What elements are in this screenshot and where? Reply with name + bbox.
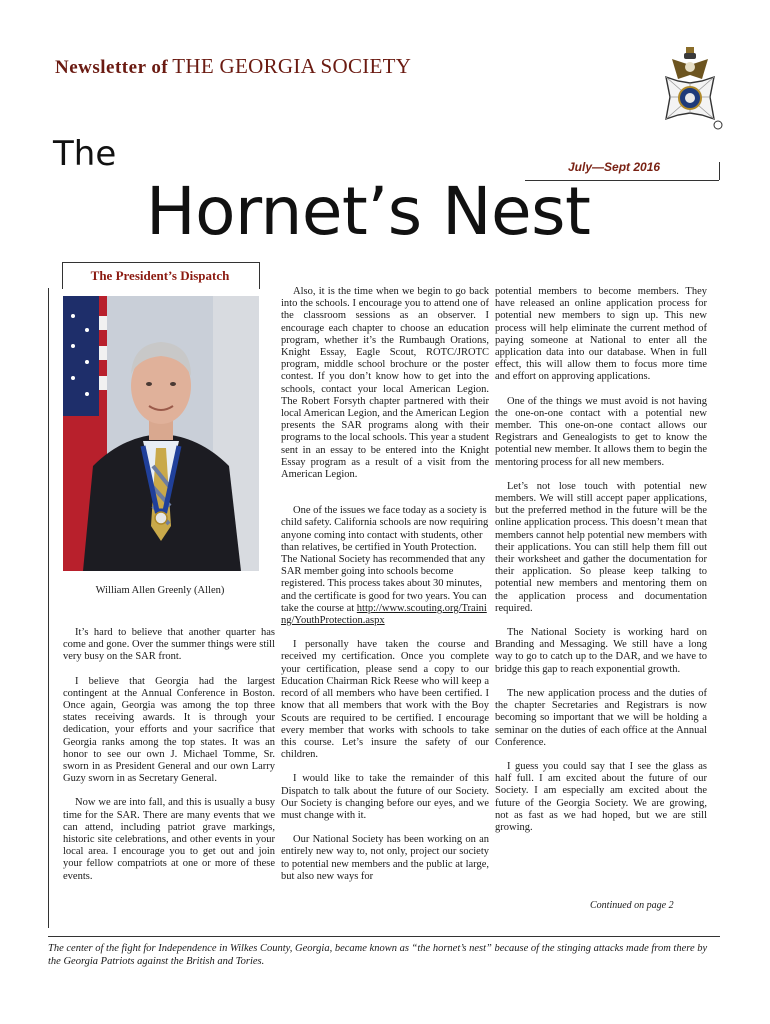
col2-paragraph: I would like to take the remainder of this Dispatch to talk about the future of our Society. Our Society is changing before our eyes, and we must change with it. xyxy=(281,773,489,821)
col2-paragraph: I personally have taken the course and received my certification. Once you complete your certification, please send a copy to our Education Chairman Rick Reese who will keep a record of all members who have been certified. I know that all members that work with the Boy Scouts are required to be certified. I encourage every member that works with schools to take this course. Let’s insure the safety of our children. xyxy=(281,639,489,761)
title-the: The xyxy=(53,134,117,174)
col1-paragraph: It’s hard to believe that another quarter has come and gone. Over the summer things were still very busy on the SAR front. xyxy=(63,627,275,663)
col2-paragraph: Also, it is the time when we begin to go back into the schools. I encourage you to attend one of the classroom sessions as an observer. I encourage each chapter to choose an education program, whether it’s the Rumbaugh Orations, Knight Essay, Eagle Scout, ROTC/JROTC program, middle school brochure or the poster contest. If you don’t know how to get into the schools, contact your local American Legion. The Robert Forsyth chapter partnered with their local American Legion, and the American Legion presents the SAR programs along with their programs to the local schools. This year a student sent in an essay to be entered into the Knight Essay program as a result of a visit from the American Legion. xyxy=(281,286,489,481)
footer-note: The center of the fight for Independence in Wilkes County, Georgia, became known as “the hornet’s nest” because of the stinging attacks made from there by the Georgia Patriots against the British and Tories. xyxy=(48,943,708,967)
photo-caption: William Allen Greenly (Allen) xyxy=(95,585,225,596)
continued-note: Continued on page 2 xyxy=(590,900,674,911)
col2-paragraph-text: One of the issues we face today as a society is child safety. California schools are now requiring anyone coming into contact with students, other than relatives, be certified in Youth Protection. The National Society has recommended that any SAR member going into schools become registered. This process takes about 30 minutes, and the certificate is good for two years. You can take the course at xyxy=(281,505,489,614)
column-2 xyxy=(281,286,489,883)
issue-date: July—Sept 2016 xyxy=(568,160,661,174)
col3-paragraph: Let’s not lose touch with potential new members. We will still accept paper applications, but the preferred method in the future will be the online application process. This doesn’t mean that members cannot help potential new members with their applications. You can still help them fill out their worksheet and gather the documentation for their application. So please keep talking to potential new members and mentoring them on the application process and documentation required. xyxy=(495,480,707,614)
newsletter-title: Hornet’s Nest xyxy=(146,173,591,250)
masthead-prefix: Newsletter of xyxy=(55,57,169,78)
youth-protection-link[interactable]: http://www.scouting.org/Training/YouthProtection.aspx xyxy=(281,602,487,627)
masthead xyxy=(55,54,411,79)
col3-paragraph: The National Society is working hard on Branding and Messaging. We still have a long way to go to catch up to the DAR, and we have to bridge this gap to reach exponential growth. xyxy=(495,627,707,675)
column-3 xyxy=(495,286,707,834)
col2-paragraph: Our National Society has been working on an entirely new way to, not only, project our society to potential new members and the public at large, but also new ways for xyxy=(281,834,489,882)
col2-paragraph xyxy=(281,505,489,627)
section-title: The President’s Dispatch xyxy=(90,268,230,283)
footer-rule xyxy=(48,936,720,937)
masthead-org: THE GEORGIA SOCIETY xyxy=(172,54,412,78)
col1-paragraph: Now we are into fall, and this is usually a busy time for the SAR. There are many events that we can attend, including patriot grave markings, historic site celebrations, and other events in your local area. I encourage you to get out and join your fellow compatriots at one or more of these events. xyxy=(63,797,275,882)
left-margin-rule xyxy=(48,288,49,928)
president-photo xyxy=(63,296,259,571)
col3-paragraph: One of the things we must avoid is not having the one-on-one contact with a potential new member. This one-on-one contact allows our Registrars and Genealogists to get to know the potential new member. It allows them to begin the mentoring process for all new members. xyxy=(495,395,707,468)
society-insignia-icon xyxy=(650,45,730,150)
col3-paragraph: I guess you could say that I see the glass as half full. I am excited about the future of our Society. I am especially am excited about the future of the Georgia Society. We are growing, not as fast as we had hoped, but we are still growing. xyxy=(495,760,707,833)
date-rule-vertical xyxy=(719,162,720,180)
col3-paragraph: The new application process and the duties of the chapter Secretaries and Registrars is now becoming so important that we will be holding a seminar on the duties of each office at the Annual Conference. xyxy=(495,687,707,748)
column-1 xyxy=(63,627,275,883)
col3-paragraph: potential members to become members. They have released an online application process for potential new members to sign up. This new process will help eliminate the current method of paying someone at National to enter all the application data into our database. When in full effect, this will allow them to focus more time and effort on approving applications. xyxy=(495,286,707,383)
col1-paragraph: I believe that Georgia had the largest contingent at the Annual Conference in Boston. Once again, Georgia was among the top three states receiving awards. It is through your dedication, your efforts and your sacrifice that Georgia ranks among the top states. It was an honor to see our own J. Michael Tomme, Sr. sworn in as President General and our own Larry Guzy sworn in as Secretary General. xyxy=(63,675,275,785)
